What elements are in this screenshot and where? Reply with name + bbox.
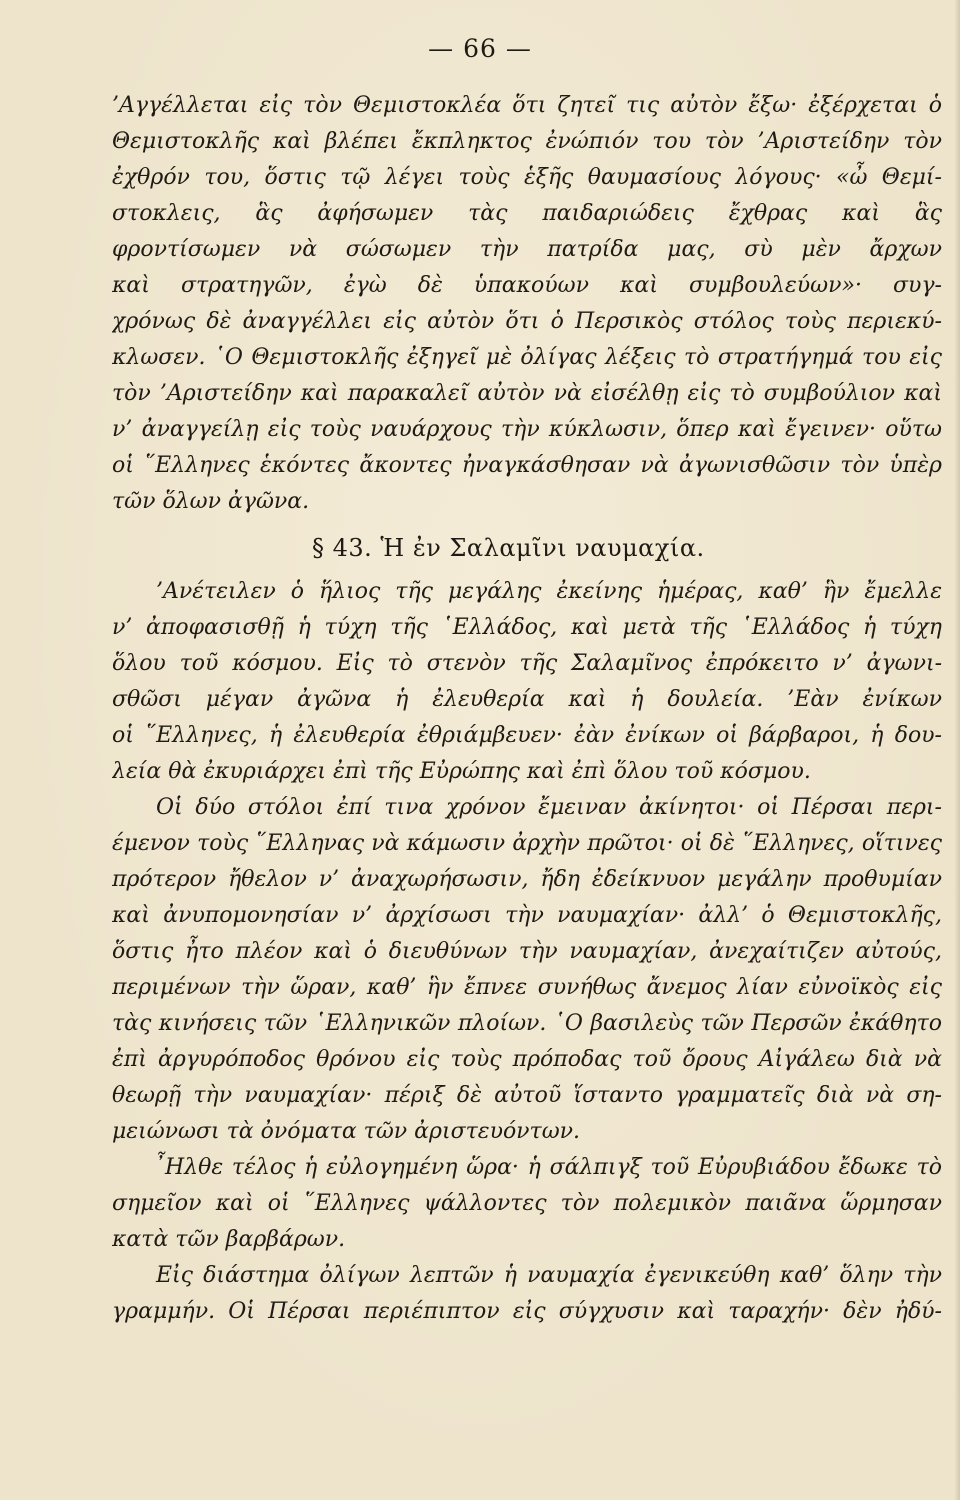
text-line: οἱ ῞Ελληνες ἑκόντες ἄκοντες ἠναγκάσθησαν νὰ ἀγωνισθῶσιν τὸν ὑπὲρ xyxy=(112,453,942,478)
text-line: ν’ ἀναγγείλῃ εἰς τοὺς ναυάρχους τὴν κύκλωσιν, ὅπερ καὶ ἔγεινεν· οὕτω xyxy=(112,417,942,442)
text-line: πρότερον ἤθελον ν’ ἀναχωρήσωσιν, ἤδη ἐδείκνυον μεγάλην προθυμίαν xyxy=(112,867,942,892)
page-edge-shadow xyxy=(954,0,960,1500)
text-line: λεία θὰ ἐκυριάρχει ἐπὶ τῆς Εὐρώπης καὶ ἐπὶ ὅλου τοῦ κόσμου. xyxy=(112,759,811,784)
text-line: τῶν ὅλων ἀγῶνα. xyxy=(112,489,310,514)
text-line: ῏Ηλθε τέλος ἡ εὐλογημένη ὥρα· ἡ σάλπιγξ τοῦ Εὐρυβιάδου ἔδωκε τὸ xyxy=(154,1155,942,1180)
paragraph-2 xyxy=(112,574,942,790)
paragraph-3 xyxy=(112,790,942,1150)
text-line: μειώνωσι τὰ ὀνόματα τῶν ἀριστευόντων. xyxy=(112,1119,581,1144)
text-line: ν’ ἀποφασισθῇ ἡ τύχη τῆς ῾Ελλάδος, καὶ μετὰ τῆς ῾Ελλάδος ἡ τύχη xyxy=(112,615,942,640)
text-line: ὅλου τοῦ κόσμου. Εἰς τὸ στενὸν τῆς Σαλαμῖνος ἐπρόκειτο ν’ ἀγωνι- xyxy=(112,651,942,676)
text-line: καὶ ἀνυπομονησίαν ν’ ἀρχίσωσι τὴν ναυμαχίαν· ἀλλ’ ὁ Θεμιστοκλῆς, xyxy=(112,903,942,928)
paragraph-4 xyxy=(112,1150,942,1258)
text-line: κατὰ τῶν βαρβάρων. xyxy=(112,1227,346,1252)
text-line: καὶ στρατηγῶν, ἐγὼ δὲ ὑπακούων καὶ συμβουλεύων»· συγ- xyxy=(112,273,942,298)
text-line: Οἱ δύο στόλοι ἐπί τινα χρόνον ἔμειναν ἀκίνητοι· οἱ Πέρσαι περι- xyxy=(156,795,942,820)
text-line: ὅστις ἦτο πλέον καὶ ὁ διευθύνων τὴν ναυμαχίαν, ἀνεχαίτιζεν αὐτούς, xyxy=(112,939,942,964)
text-line: σημεῖον καὶ οἱ ῞Ελληνες ψάλλοντες τὸν πολεμικὸν παιᾶνα ὥρμησαν xyxy=(112,1191,942,1216)
text-line: τὸν ’Αριστείδην καὶ παρακαλεῖ αὐτὸν νὰ εἰσέλθῃ εἰς τὸ συμβούλιον καὶ xyxy=(112,381,942,406)
text-line: οἱ ῞Ελληνες, ἡ ἐλευθερία ἐθριάμβευεν· ἐὰν ἐνίκων οἱ βάρβαροι, ἡ δου- xyxy=(112,723,942,748)
text-line: ’Ανέτειλεν ὁ ἥλιος τῆς μεγάλης ἐκείνης ἡμέρας, καθ’ ἣν ἔμελλε xyxy=(156,579,942,604)
text-line: θεωρῇ τὴν ναυμαχίαν· πέριξ δὲ αὐτοῦ ἵσταντο γραμματεῖς διὰ νὰ ση- xyxy=(112,1083,942,1108)
page-body xyxy=(112,88,942,1330)
text-line: γραμμήν. Οἱ Πέρσαι περιέπιπτον εἰς σύγχυσιν καὶ ταραχήν· δὲν ἠδύ- xyxy=(112,1299,942,1324)
text-line: στοκλεις, ἃς ἀφήσωμεν τὰς παιδαριώδεις ἔχθρας καὶ ἃς xyxy=(112,201,942,226)
text-line: Θεμιστοκλῆς καὶ βλέπει ἔκπληκτος ἐνώπιόν του τὸν ’Αριστείδην τὸν xyxy=(112,129,942,154)
text-line: τὰς κινήσεις τῶν ῾Ελληνικῶν πλοίων. ῾Ο βασιλεὺς τῶν Περσῶν ἐκάθητο xyxy=(112,1011,942,1036)
text-line: έμενον τοὺς ῞Ελληνας νὰ κάμωσιν ἀρχὴν πρῶτοι· οἱ δὲ ῞Ελληνες, οἵτινες xyxy=(112,831,942,856)
text-line: ἐχθρόν του, ὅστις τῷ λέγει τοὺς ἑξῆς θαυμασίους λόγους· «ὦ Θεμί- xyxy=(112,165,942,190)
text-line: φροντίσωμεν νὰ σώσωμεν τὴν πατρίδα μας, σὺ μὲν ἄρχων xyxy=(112,237,942,262)
text-line: Εἰς διάστημα ὀλίγων λεπτῶν ἡ ναυμαχία ἐγενικεύθη καθ’ ὅλην τὴν xyxy=(156,1263,942,1288)
text-line: κλωσεν. ῾Ο Θεμιστοκλῆς ἐξηγεῖ μὲ ὀλίγας λέξεις τὸ στρατήγημά του εἰς xyxy=(112,345,942,370)
text-line: περιμένων τὴν ὥραν, καθ’ ἣν ἔπνεε συνήθως ἄνεμος λίαν εὐνοϊκὸς εἰς xyxy=(112,975,942,1000)
page-number: — 66 — xyxy=(428,34,532,63)
text-line: ἐπὶ ἀργυρόποδος θρόνου εἰς τοὺς πρόποδας τοῦ ὄρους Αἰγάλεω διὰ νὰ xyxy=(112,1047,942,1072)
text-line: χρόνως δὲ ἀναγγέλλει εἰς αὐτὸν ὅτι ὁ Περσικὸς στόλος τοὺς περιεκύ- xyxy=(112,309,942,334)
text-line: σθῶσι μέγαν ἀγῶνα ἡ ἐλευθερία καὶ ἡ δουλεία. ’Εὰν ἐνίκων xyxy=(112,687,942,712)
paragraph-1 xyxy=(112,88,942,520)
section-heading: § 43. Ἡ ἐν Σαλαμῖνι ναυμαχία. xyxy=(312,534,705,562)
text-line: ’Αγγέλλεται εἰς τὸν Θεμιστοκλέα ὅτι ζητεῖ τις αὐτὸν ἔξω· ἐξέρχεται ὁ xyxy=(112,93,942,118)
paragraph-5 xyxy=(112,1258,942,1330)
